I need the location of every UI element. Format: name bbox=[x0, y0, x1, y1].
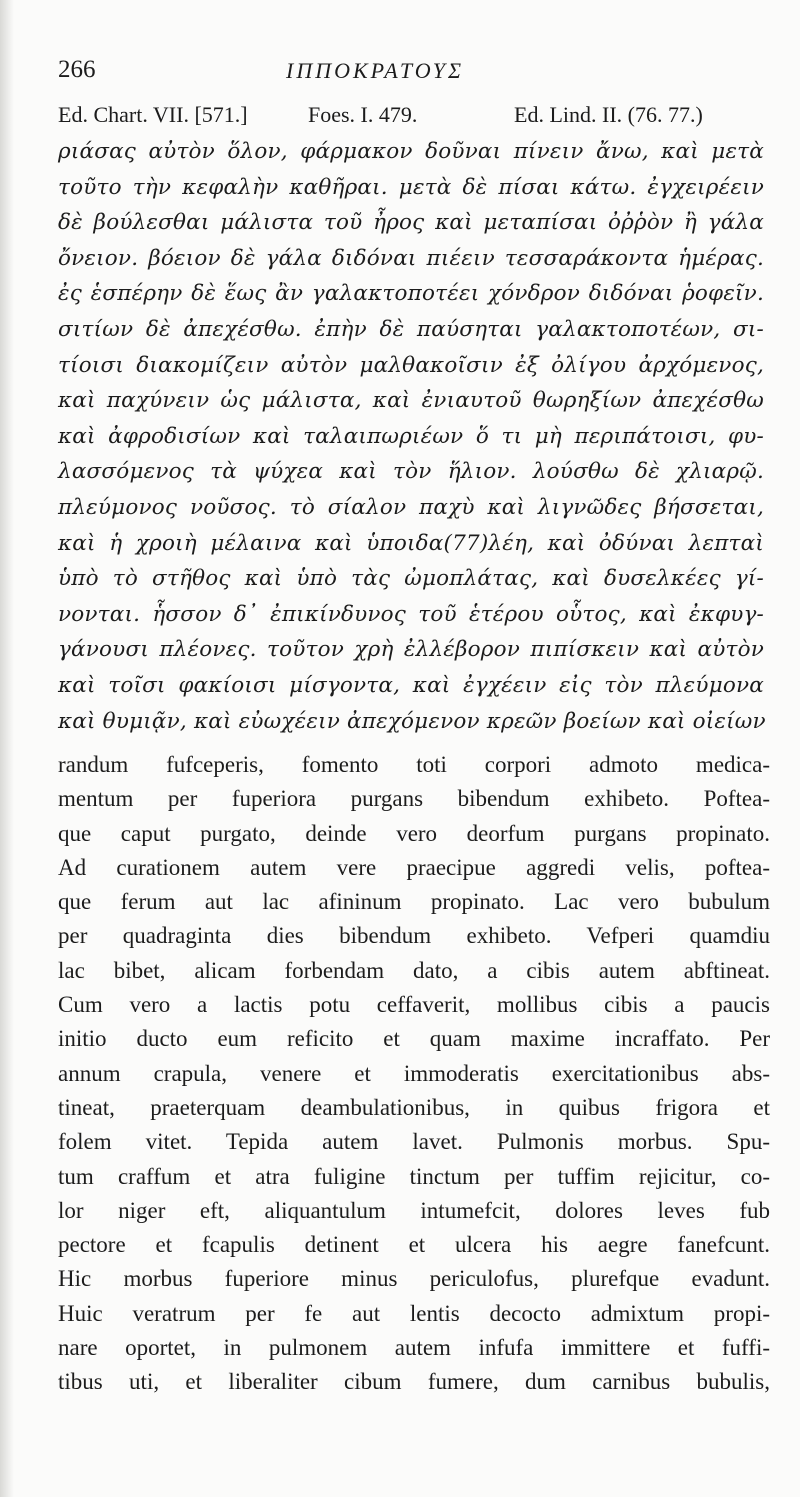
latin-line: tineat, praeterquam deambulationibus, in quibus frigora et bbox=[58, 1094, 770, 1120]
latin-line: que ferum aut lac afininum propinato. Lac vero bubulum bbox=[58, 889, 770, 915]
edition-references bbox=[58, 102, 798, 132]
greek-line: ριάσας αὐτὸν ὅλον, φάρμακον δοῦναι πίνειν ἄνω, καὶ μετὰ bbox=[58, 139, 764, 164]
latin-line: initio ducto eum reficito et quam maxime incraffato. Per bbox=[58, 1026, 770, 1052]
latin-line: Huic veratrum per fe aut lentis decocto admixtum propi- bbox=[58, 1300, 770, 1326]
latin-line: Cum vero a lactis potu ceffaverit, mollibus cibis a paucis bbox=[58, 992, 770, 1018]
page-number: 266 bbox=[58, 56, 96, 83]
greek-line: ἐς ἑσπέρην δὲ ἕως ἂν γαλακτοποτέει χόνδρον διδόναι ῥοφεῖν. bbox=[58, 281, 764, 307]
greek-line: καὶ τοῖσι φακίοισι μίσγοντα, καὶ ἐγχέειν εἰς τὸν πλεύμονα bbox=[58, 672, 764, 698]
greek-line: νονται. ἧσσον δ᾽ ἐπικίνδυνος τοῦ ἑτέρου οὗτος, καὶ ἐκφυγ- bbox=[58, 601, 764, 627]
greek-line: τοῦτο τὴν κεφαλὴν καθῆραι. μετὰ δὲ πίσαι κάτω. ἐγχειρέειν bbox=[58, 174, 764, 200]
greek-text bbox=[58, 134, 764, 739]
running-title: ΙΠΠΟΚΡΑΤΟΥΣ bbox=[286, 58, 465, 83]
latin-line: randum fufceperis, fomento toti corpori admoto medica- bbox=[58, 752, 770, 777]
latin-line: que caput purgato, deinde vero deorfum purgans propinato. bbox=[58, 820, 770, 846]
chartier-reference: Ed. Chart. VII. [571.] bbox=[58, 102, 248, 127]
latin-line: tibus uti, et liberaliter cibum fumere, dum carnibus bubulis, bbox=[58, 1369, 770, 1395]
latin-line: nare oportet, in pulmonem autem infufa immittere et fuffi- bbox=[58, 1335, 770, 1361]
latin-line: folem vitet. Tepida autem lavet. Pulmonis morbus. Spu- bbox=[58, 1129, 770, 1155]
latin-line: Hic morbus fuperiore minus periculofus, plurefque evadunt. bbox=[58, 1266, 770, 1292]
greek-line: ὑπὸ τὸ στῆθος καὶ ὑπὸ τὰς ὠμοπλάτας, καὶ δυσελκέες γί- bbox=[58, 566, 764, 592]
latin-line: per quadraginta dies bibendum exhibeto. Vefperi quamdiu bbox=[58, 923, 770, 949]
greek-line: καὶ ἡ χροιὴ μέλαινα καὶ ὑποιδα(77)λέη, καὶ ὀδύναι λεπταὶ bbox=[58, 530, 764, 556]
running-head bbox=[58, 56, 758, 90]
page-edge-shadow bbox=[0, 0, 14, 1497]
latin-translation bbox=[58, 748, 770, 1400]
greek-line: ὄνειον. βόειον δὲ γάλα διδόναι πιέειν τεσσαράκοντα ἡμέρας. bbox=[58, 245, 764, 271]
greek-line: γάνουσι πλέονες. τοῦτον χρὴ ἐλλέβορον πιπίσκειν καὶ αὐτὸν bbox=[58, 637, 764, 663]
latin-line: tum craffum et atra fuligine tinctum per tuffim rejicitur, co- bbox=[58, 1163, 770, 1189]
lind-reference: Ed. Lind. II. (76. 77.) bbox=[514, 102, 703, 127]
latin-line: mentum per fuperiora purgans bibendum exhibeto. Poftea- bbox=[58, 786, 770, 812]
greek-line: καὶ ἀφροδισίων καὶ ταλαιπωριέων ὅ τι μὴ περιπάτοισι, φυ- bbox=[58, 423, 764, 449]
greek-line: πλεύμονος νοῦσος. τὸ σίαλον παχὺ καὶ λιγνῶδες βήσσεται, bbox=[58, 494, 764, 520]
greek-line: λασσόμενος τὰ ψύχεα καὶ τὸν ἥλιον. λούσθω δὲ χλιαρῷ. bbox=[58, 459, 764, 485]
latin-line: lor niger eft, aliquantulum intumefcit, dolores leves fub bbox=[58, 1197, 770, 1223]
latin-line: pectore et fcapulis detinent et ulcera his aegre fanefcunt. bbox=[58, 1232, 770, 1258]
greek-line: καὶ παχύνειν ὡς μάλιστα, καὶ ἐνιαυτοῦ θωρηξίων ἀπεχέσθω bbox=[58, 388, 764, 414]
latin-line: Ad curationem autem vere praecipue aggredi velis, poftea- bbox=[58, 854, 770, 880]
greek-line: καὶ θυμιᾷν, καὶ εὐωχέειν ἀπεχόμενον κρεῶν βοείων καὶ οἰείων bbox=[58, 708, 766, 734]
foesius-reference: Foes. I. 479. bbox=[308, 102, 418, 127]
greek-line: σιτίων δὲ ἀπεχέσθω. ἐπὴν δὲ παύσηται γαλακτοποτέων, σι- bbox=[58, 316, 764, 342]
latin-line: lac bibet, alicam forbendam dato, a cibis autem abftineat. bbox=[58, 957, 770, 983]
latin-line: annum crapula, venere et immoderatis exercitationibus abs- bbox=[58, 1060, 770, 1086]
greek-line: δὲ βούλεσθαι μάλιστα τοῦ ἦρος καὶ μεταπίσαι ὀῤῥὸν ἢ γάλα bbox=[58, 210, 764, 236]
greek-line: τίοισι διακομίζειν αὐτὸν μαλθακοῖσιν ἐξ ὀλίγου ἀρχόμενος, bbox=[58, 352, 764, 378]
